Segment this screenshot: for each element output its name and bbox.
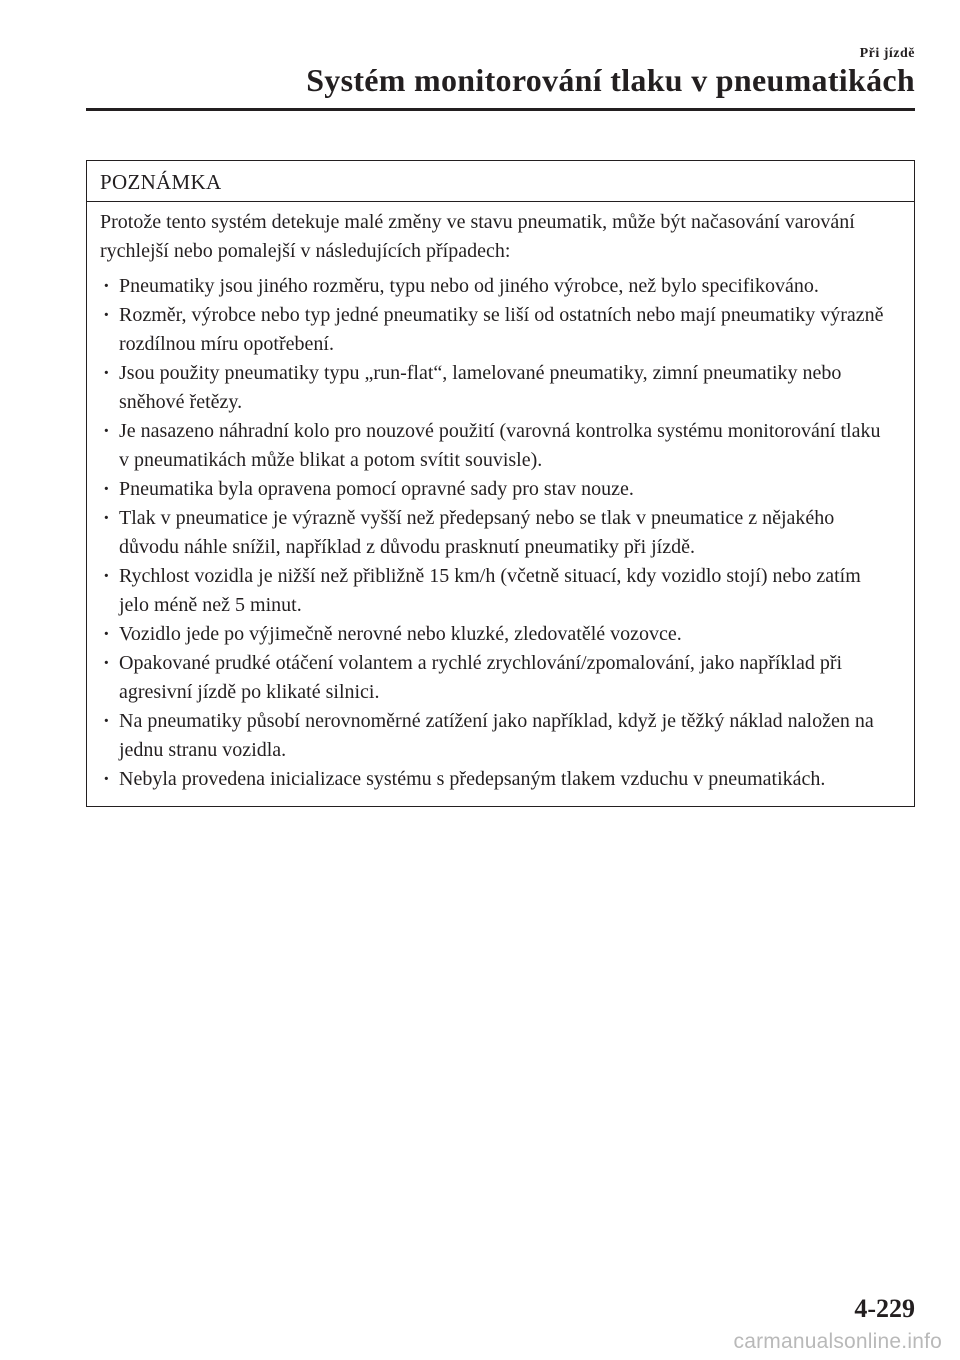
list-item: · Pneumatiky jsou jiného rozměru, typu nebo od jiného výrobce, než bylo specifikováno. — [100, 272, 894, 301]
list-item: · Je nasazeno náhradní kolo pro nouzové použití (varovná kontrolka systému monitorování tlaku v pneumatikách může blikat a potom svítit souvisle). — [100, 417, 894, 475]
list-item: · Opakované prudké otáčení volantem a rychlé zrychlování/zpomalování, jako například při agresivní jízdě po klikaté silnici. — [100, 649, 894, 707]
list-item: · Rozměr, výrobce nebo typ jedné pneumatiky se liší od ostatních nebo mají pneumatiky výrazně rozdílnou míru opotřebení. — [100, 301, 894, 359]
list-item: · Vozidlo jede po výjimečně nerovné nebo kluzké, zledovatělé vozovce. — [100, 620, 894, 649]
note-body — [87, 202, 914, 806]
section-label: Při jízdě — [859, 46, 915, 61]
list-item: · Rychlost vozidla je nižší než přibližně 15 km/h (včetně situací, kdy vozidlo stojí) nebo zatím jelo méně než 5 minut. — [100, 562, 894, 620]
list-item: · Nebyla provedena inicializace systému s předepsaným tlakem vzduchu v pneumatikách. — [100, 765, 894, 794]
note-list — [100, 272, 894, 794]
list-item: · Jsou použity pneumatiky typu „run-flat“, lamelované pneumatiky, zimní pneumatiky nebo sněhové řetězy. — [100, 359, 894, 417]
note-box — [86, 160, 915, 807]
note-intro: Protože tento systém detekuje malé změny ve stavu pneumatik, může být načasování varování rychlejší nebo pomalejší v následujících případech: — [100, 211, 855, 262]
note-heading: POZNÁMKA — [87, 161, 914, 202]
list-item: · Pneumatika byla opravena pomocí opravné sady pro stav nouze. — [100, 475, 894, 504]
page-number: 4-229 — [854, 1294, 915, 1323]
title-divider — [86, 108, 915, 111]
footer-watermark: carmanualsonline.info — [733, 1330, 942, 1353]
list-item: · Tlak v pneumatice je výrazně vyšší než předepsaný nebo se tlak v pneumatice z nějakého důvodu náhle snížil, například z důvodu prasknutí pneumatiky při jízdě. — [100, 504, 894, 562]
list-item: · Na pneumatiky působí nerovnoměrné zatížení jako například, když je těžký náklad naložen na jednu stranu vozidla. — [100, 707, 894, 765]
page-title: Systém monitorování tlaku v pneumatikách — [306, 62, 915, 98]
